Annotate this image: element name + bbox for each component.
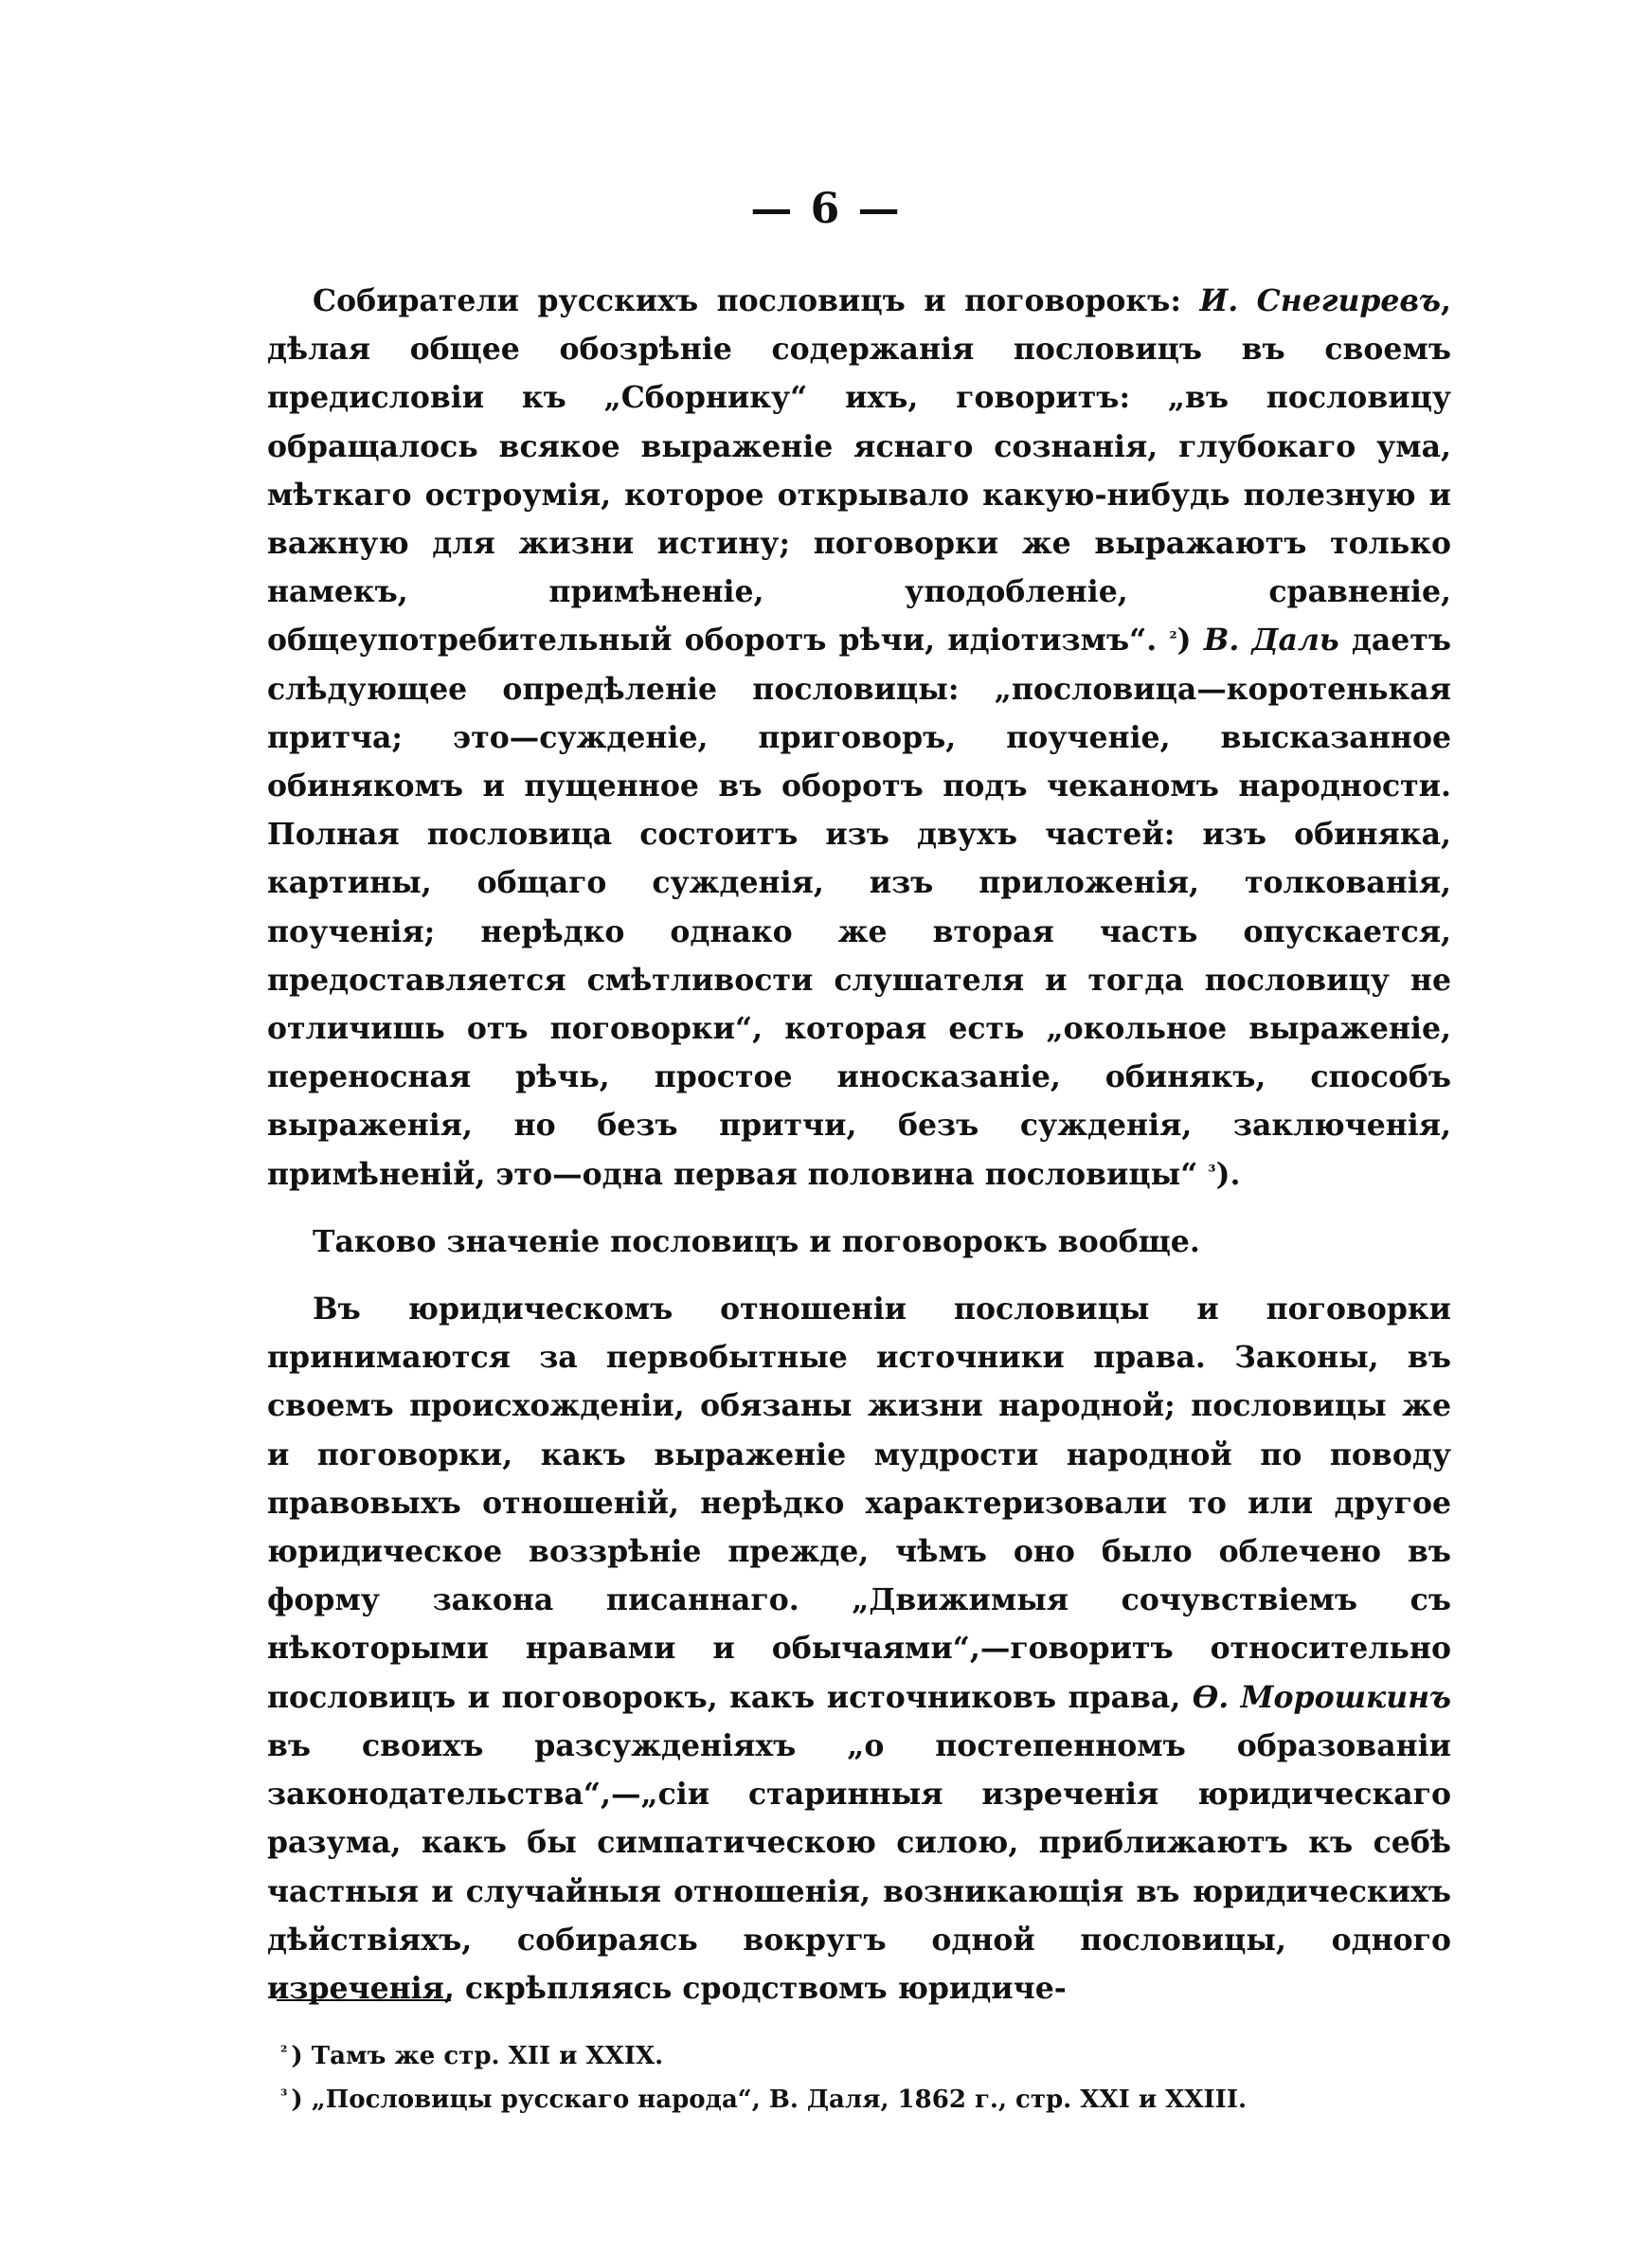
- footnote-ref: ²: [1169, 627, 1177, 649]
- footnote-number: ²: [280, 2042, 288, 2062]
- text-span: , дѣлая общее обозрѣніе содержанія пословицъ въ своемъ предисловіи къ „Сборнику“ ихъ, говоритъ: „въ пословицу обращалось всякое выраженіе яснаго сознанія, глубокаго ума, мѣткаго остроумія, которое открывало какую-нибудь полезную и важную для жизни истину; поговорки же выражаютъ только намекъ, примѣненіе, уподобленіе, сравненіе, общеупотребительный оборотъ рѣчи, идіотизмъ“.: [267, 283, 1451, 659]
- text-span: ): [1176, 623, 1204, 659]
- footnotes: [280, 2035, 1455, 2122]
- text-span: въ своихъ разсужденіяхъ „о постепенномъ образованіи законодательства“,—„сіи старинныя изреченія юридическаго разума, какъ бы симпатическою силою, приближаютъ къ себѣ частныя и случайныя отношенія, возникающія въ юридическихъ дѣйствіяхъ, собираясь вокругъ одной пословицы, одного изреченія, скрѣпляясь сродствомъ юридиче-: [267, 1727, 1451, 2006]
- text-span: Собиратели русскихъ пословицъ и поговорокъ:: [313, 283, 1200, 318]
- text-span: даетъ слѣдующее опредѣленіе пословицы: „пословица—коротенькая притча; это—сужденіе, приговоръ, поученіе, высказанное обинякомъ и пущенное въ оборотъ подъ чеканомъ народности. Полная пословица состоитъ изъ двухъ частей: изъ обиняка, картины, общаго сужденія, изъ приложенія, толкованія, поученія; нерѣдко однако же вторая часть опускается, предоставляется смѣтливости слушателя и тогда пословицу не отличишь отъ поговорки“, которая есть „окольное выраженіе, переносная рѣчь, простое иносказаніе, обинякъ, способъ выраженія, но безъ притчи, безъ сужденія, заключенія, примѣненій, это—одна первая половина пословицы“: [267, 623, 1452, 1192]
- body-text: [267, 277, 1451, 2013]
- author-name: В. Даль: [1203, 623, 1339, 659]
- page-number: — 6 —: [750, 185, 902, 233]
- footnote-3: [280, 2079, 1455, 2122]
- text-span: Въ юридическомъ отношеніи пословицы и поговорки принимаются за первобытные источники права. Законы, въ своемъ происхожденіи, обязаны жизни народной; пословицы же и поговорки, какъ выраженіе мудрости народной по поводу правовыхъ отношеній, нерѣдко характеризовали то или другое юридическое воззрѣніе прежде, чѣмъ оно было облечено въ форму закона писаннаго. „Движимыя сочувствіемъ съ нѣкоторыми нравами и обычаями“,—говоритъ относительно пословицъ и поговорокъ, какъ источниковъ права,: [267, 1291, 1451, 1715]
- paragraph-juridical: [267, 1285, 1451, 2013]
- footnote-divider: [277, 1999, 451, 2001]
- author-name: Ѳ. Морошкинъ: [1192, 1679, 1451, 1715]
- footnote-2: [280, 2035, 1455, 2079]
- footnote-number: ³: [280, 2085, 288, 2105]
- text-span: Таково значеніе пословицъ и поговорокъ вообще.: [313, 1223, 1200, 1259]
- footnote-text: ) Тамъ же стр. XII и XXIX.: [291, 2042, 664, 2070]
- footnote-ref: ³: [1208, 1162, 1216, 1183]
- text-span: ).: [1215, 1156, 1241, 1192]
- footnote-text: ) „Пословицы русскаго народа“, В. Даля, 1862 г., стр. XXI и XXIII.: [291, 2085, 1248, 2114]
- author-name: И. Снегиревъ: [1199, 283, 1442, 318]
- paragraph-collectors: [267, 277, 1451, 1199]
- paragraph-summary: [267, 1218, 1451, 1266]
